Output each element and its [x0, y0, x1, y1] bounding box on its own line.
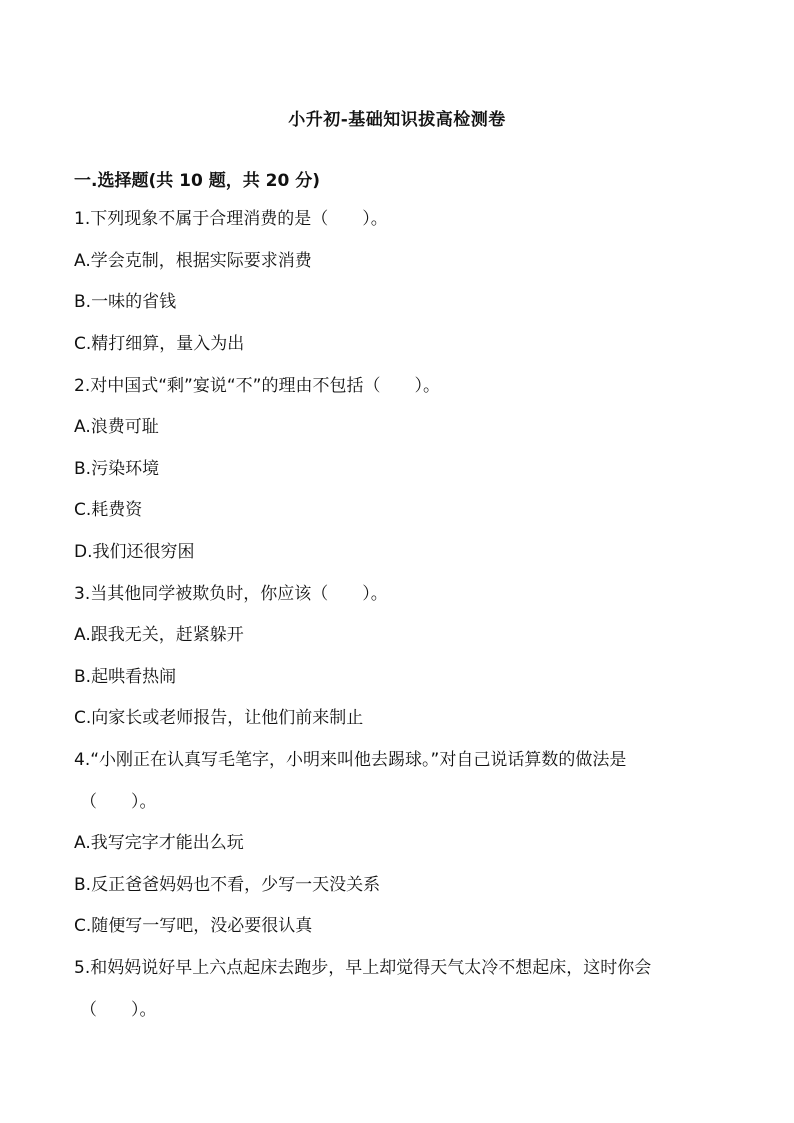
- question-1-option-c: C.精打细算，量入为出: [74, 334, 245, 354]
- question-2-stem: 2.对中国式“剩”宴说“不”的理由不包括（ ）。: [74, 376, 440, 396]
- question-3-option-a: A.跟我无关，赶紧躲开: [74, 625, 244, 645]
- exam-title: 小升初-基础知识拔高检测卷: [288, 110, 506, 130]
- question-4-option-c: C.随便写一写吧，没必要很认真: [74, 916, 313, 936]
- question-4-option-a: A.我写完字才能出么玩: [74, 833, 244, 853]
- question-1-option-a: A.学会克制，根据实际要求消费: [74, 251, 312, 271]
- question-2-option-b: B.污染环境: [74, 459, 160, 479]
- question-1-stem: 1.下列现象不属于合理消费的是（ ）。: [74, 209, 388, 229]
- question-4-stem: 4.“小刚正在认真写毛笔字，小明来叫他去踢球。”对自己说话算数的做法是: [74, 750, 627, 770]
- question-4-option-b: B.反正爸爸妈妈也不看，少写一天没关系: [74, 875, 381, 895]
- question-2-option-a: A.浪费可耻: [74, 417, 159, 437]
- question-3-stem: 3.当其他同学被欺负时，你应该（ ）。: [74, 584, 388, 604]
- question-5-stem: 5.和妈妈说好早上六点起床去跑步，早上却觉得天气太冷不想起床，这时你会: [74, 958, 652, 978]
- question-2-option-d: D.我们还很穷困: [74, 542, 195, 562]
- question-2-option-c: C.耗费资: [74, 500, 143, 520]
- question-3-option-b: B.起哄看热闹: [74, 667, 177, 687]
- question-4-stem-cont: （ ）。: [80, 792, 157, 812]
- question-3-option-c: C.向家长或老师报告，让他们前来制止: [74, 708, 364, 728]
- question-1-option-b: B.一味的省钱: [74, 292, 177, 312]
- question-5-stem-cont: （ ）。: [80, 1000, 157, 1020]
- section-heading: 一.选择题(共 10 题，共 20 分): [74, 171, 320, 191]
